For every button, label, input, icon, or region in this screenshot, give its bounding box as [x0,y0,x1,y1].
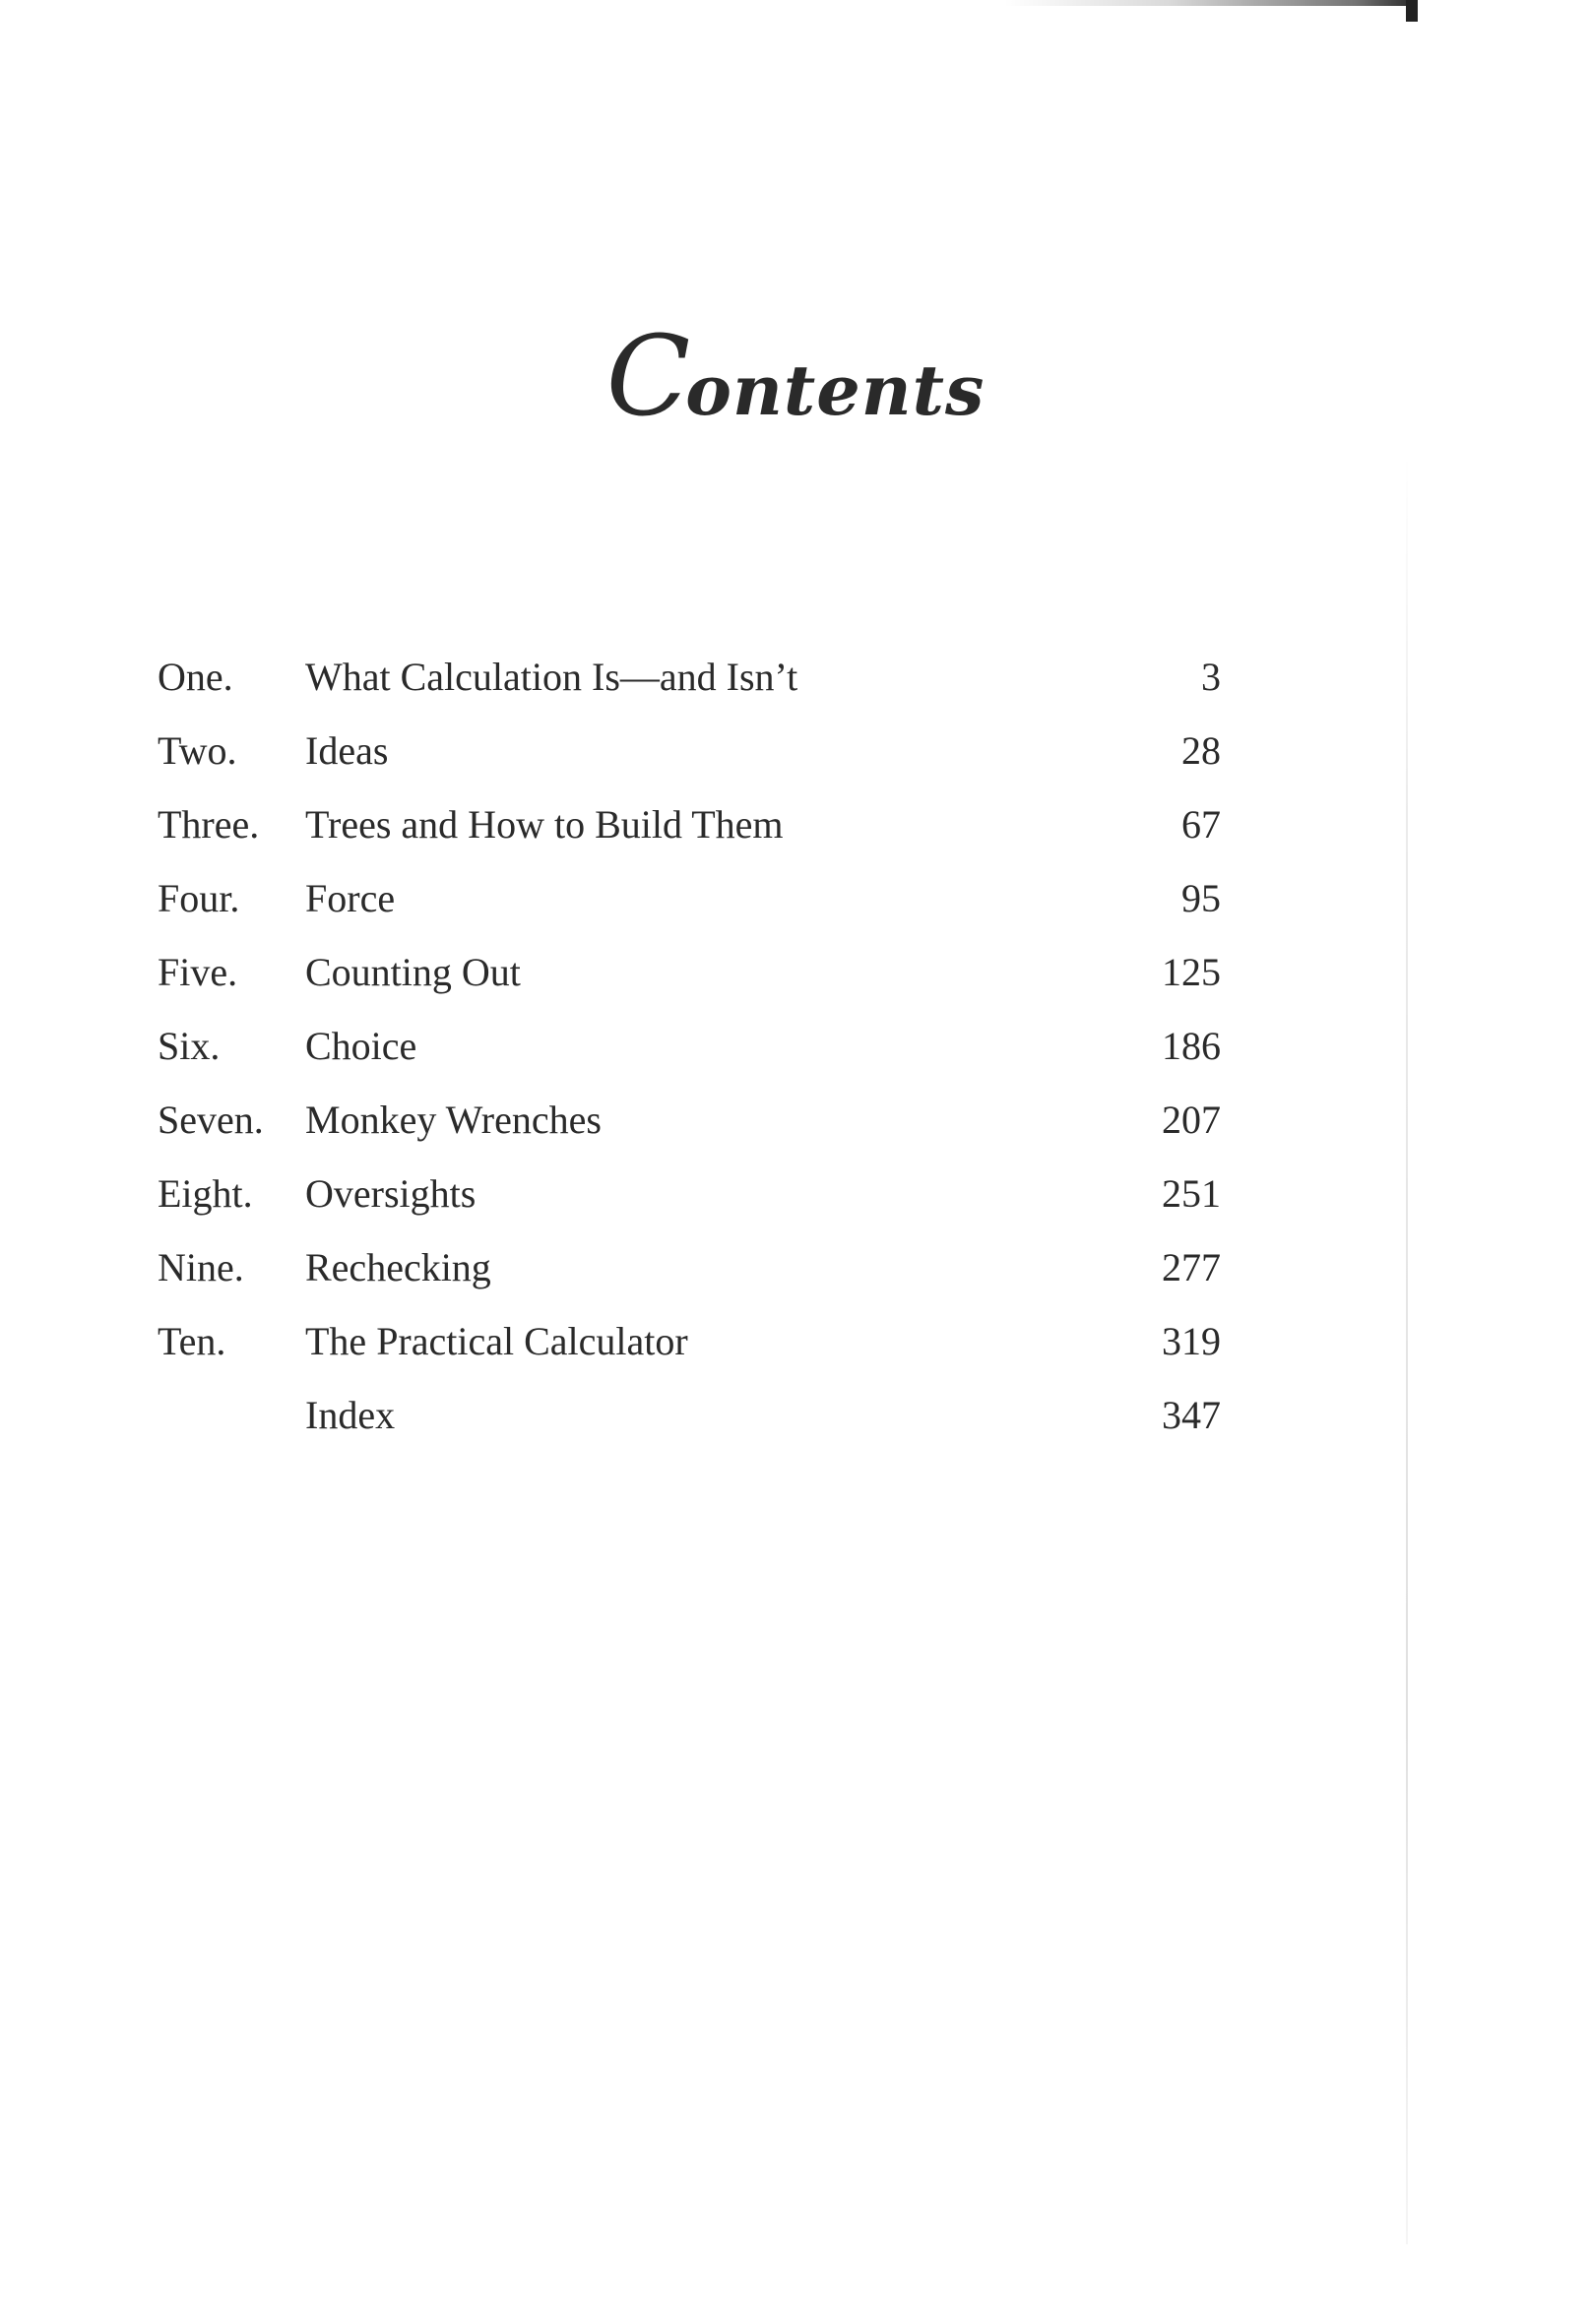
scan-corner-mark [1406,0,1418,22]
toc-chapter-number: Eight. [158,1171,253,1216]
toc-chapter-number: Seven. [158,1098,264,1142]
toc-page-number: 347 [1162,1393,1221,1437]
toc-entry [158,1230,1221,1304]
toc-chapter-number: Ten. [158,1319,226,1363]
toc-entry [158,787,1221,861]
title-initial: C [605,313,692,441]
toc-page-number: 319 [1162,1319,1221,1363]
toc-entry [158,640,1221,714]
toc-chapter-number: Three. [158,802,260,847]
toc-chapter-title: Counting Out [305,950,521,994]
toc-entry [158,1009,1221,1083]
toc-chapter-number: Nine. [158,1245,244,1289]
toc-chapter-title: The Practical Calculator [305,1319,688,1363]
toc-page-number: 186 [1162,1024,1221,1068]
toc-entry [158,1304,1221,1378]
toc-chapter-number: One. [158,655,233,699]
toc-chapter-number: Five. [158,950,238,994]
toc-chapter-title: Ideas [305,728,389,773]
toc-chapter-title: Force [305,876,396,920]
toc-entry [158,861,1221,935]
toc-page-number: 207 [1162,1098,1221,1142]
toc-page-number: 95 [1181,876,1221,920]
toc-chapter-title: Monkey Wrenches [305,1098,602,1142]
toc-entry [158,1083,1221,1157]
page-title [0,313,1591,441]
toc-index-title: Index [305,1393,396,1437]
toc-page-number: 3 [1201,655,1221,699]
toc-chapter-title: Oversights [305,1171,477,1216]
toc-chapter-title: Rechecking [305,1245,491,1289]
toc-chapter-number: Two. [158,728,237,773]
toc-entry-index [158,1378,1221,1452]
toc-chapter-title: Choice [305,1024,417,1068]
toc-chapter-title: Trees and How to Build Them [305,802,784,847]
scan-edge-shadow [1004,0,1418,6]
toc-chapter-number: Four. [158,876,240,920]
toc-chapter-number: Six. [158,1024,221,1068]
toc-page-number: 125 [1162,950,1221,994]
toc-page-number: 277 [1162,1245,1221,1289]
toc-entry [158,1157,1221,1230]
toc-page-number: 67 [1181,802,1221,847]
table-of-contents [158,640,1221,1452]
toc-page-number: 251 [1162,1171,1221,1216]
scan-gutter-line [1406,453,1408,2244]
title-rest: ontents [685,349,986,431]
toc-entry [158,935,1221,1009]
toc-page-number: 28 [1181,728,1221,773]
toc-chapter-title: What Calculation Is—and Isn’t [305,655,798,699]
toc-entry [158,714,1221,787]
